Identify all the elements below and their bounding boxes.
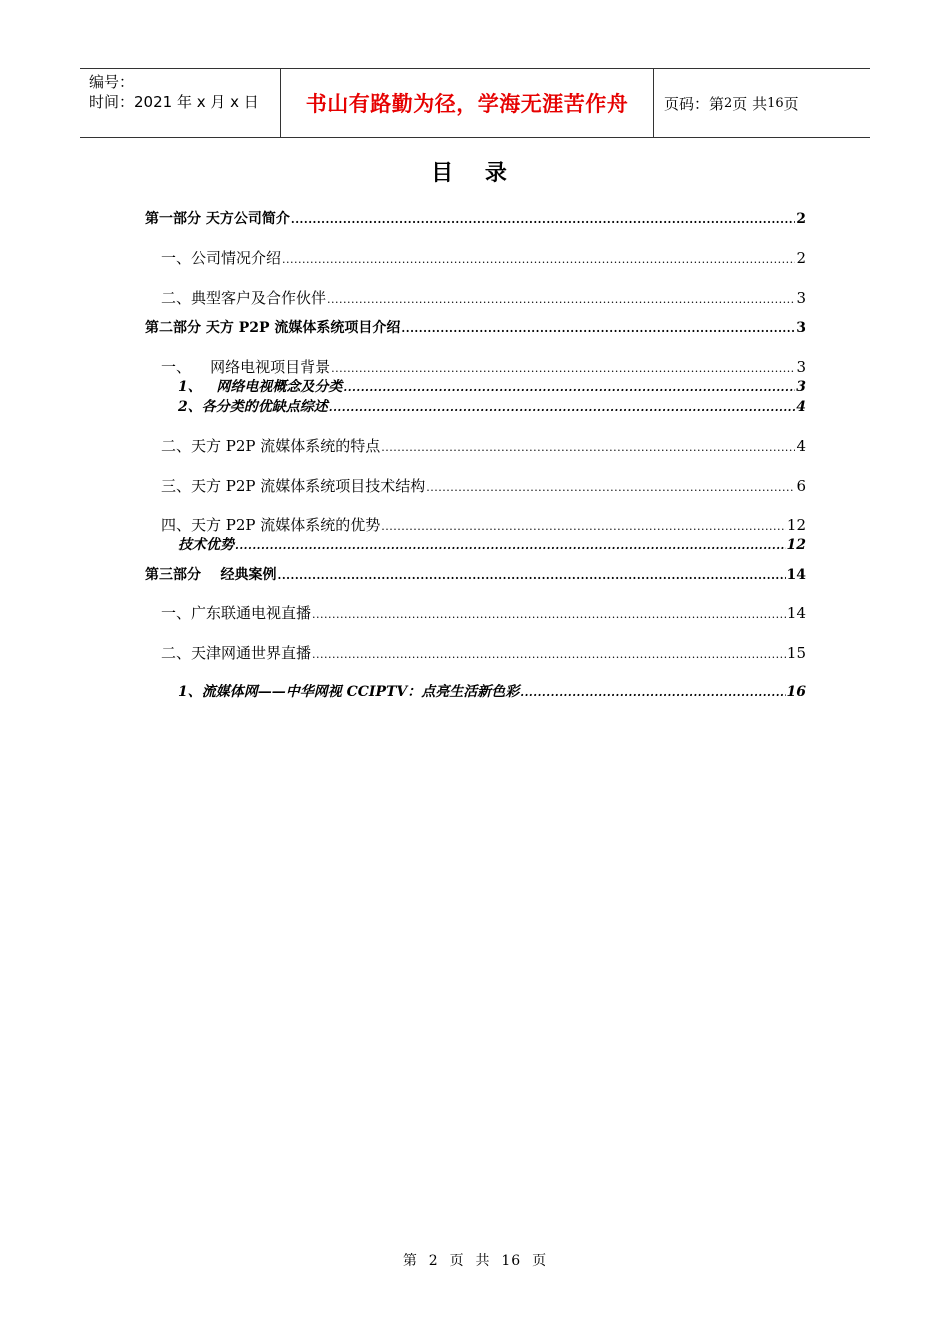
toc-entry-page: 3 (796, 289, 806, 307)
toc-entry-text: 二、典型客户及合作伙伴 (161, 289, 327, 307)
toc-entry-text: 第一部分 天方公司简介 (145, 211, 290, 227)
page-mid: 页 共 (732, 94, 768, 113)
toc-entry-page: 4 (796, 399, 806, 415)
toc-entry-page: 3 (796, 320, 806, 336)
motto: 书山有路勤为径，学海无涯苦作舟 (281, 69, 654, 137)
toc-entry-text: 第二部分 天方 P2P 流媒体系统项目介绍 (145, 320, 401, 336)
header-table (80, 68, 870, 138)
toc-entry-page: 2 (796, 249, 806, 267)
toc-entry-text: 三、天方 P2P 流媒体系统项目技术结构 (161, 477, 426, 495)
code-label: 编号： (89, 73, 135, 91)
page-current: 2 (724, 95, 733, 111)
toc-entry[interactable] (178, 376, 806, 396)
toc-entry-page: 12 (786, 537, 806, 553)
toc-entry[interactable] (145, 208, 806, 228)
toc-entry[interactable] (161, 602, 806, 623)
header-meta-cell (80, 69, 281, 137)
toc-title: 目 录 (431, 160, 519, 186)
toc-entry[interactable] (161, 287, 806, 308)
toc-entry-text: 四、天方 P2P 流媒体系统的优势 (161, 516, 381, 534)
toc-entry[interactable] (161, 642, 806, 663)
toc-entry[interactable] (145, 564, 806, 584)
toc-entry[interactable] (145, 317, 806, 337)
toc-entry-text: 一、公司情况介绍 (161, 249, 282, 267)
toc-entry[interactable] (161, 475, 806, 496)
page-prefix: 页码：第 (664, 94, 725, 113)
toc-entry-page: 15 (786, 644, 806, 662)
toc-entry-page: 12 (786, 516, 806, 534)
toc-entry-text: 二、天津网通世界直播 (161, 644, 312, 662)
toc-entry-text: 2、各分类的优缺点综述 (178, 399, 328, 415)
toc-entry-page: 6 (796, 477, 806, 495)
toc-entry[interactable] (178, 681, 806, 701)
toc-entry-text: 一、广东联通电视直播 (161, 604, 312, 622)
toc-entry[interactable] (161, 356, 806, 377)
page-total: 16 (767, 95, 784, 111)
toc-entry-page: 16 (786, 684, 806, 700)
toc-entry[interactable] (161, 435, 806, 456)
toc-entry-page: 14 (786, 604, 806, 622)
toc-entry-page: 2 (796, 211, 806, 227)
toc-entry-text: 二、天方 P2P 流媒体系统的特点 (161, 437, 381, 455)
toc-entry-page: 4 (796, 437, 806, 455)
toc-entry-text: 一、 网络电视项目背景 (161, 358, 331, 376)
toc-entry-page: 3 (796, 379, 806, 395)
toc-entry-text: 1、流媒体网——中华网视 CCIPTV：点亮生活新色彩 (178, 684, 520, 700)
page-footer: 第 2 页 共 16 页 (402, 1253, 548, 1269)
toc-entry[interactable] (178, 396, 806, 416)
toc-entry-page: 3 (796, 358, 806, 376)
toc-entry-text: 第三部分 经典案例 (145, 567, 277, 583)
toc-entry-text: 1、 网络电视概念及分类 (178, 379, 343, 395)
time-label: 时间：2021 年 x 月 x 日 (89, 93, 259, 111)
toc-entry-page: 14 (786, 567, 806, 583)
page-suffix: 页 (783, 94, 799, 113)
toc-entry-text: 技术优势 (178, 537, 234, 553)
toc-entry[interactable] (178, 534, 806, 554)
header-page-cell (654, 69, 870, 137)
toc-entry[interactable] (161, 247, 806, 268)
toc-entry[interactable] (161, 514, 806, 535)
